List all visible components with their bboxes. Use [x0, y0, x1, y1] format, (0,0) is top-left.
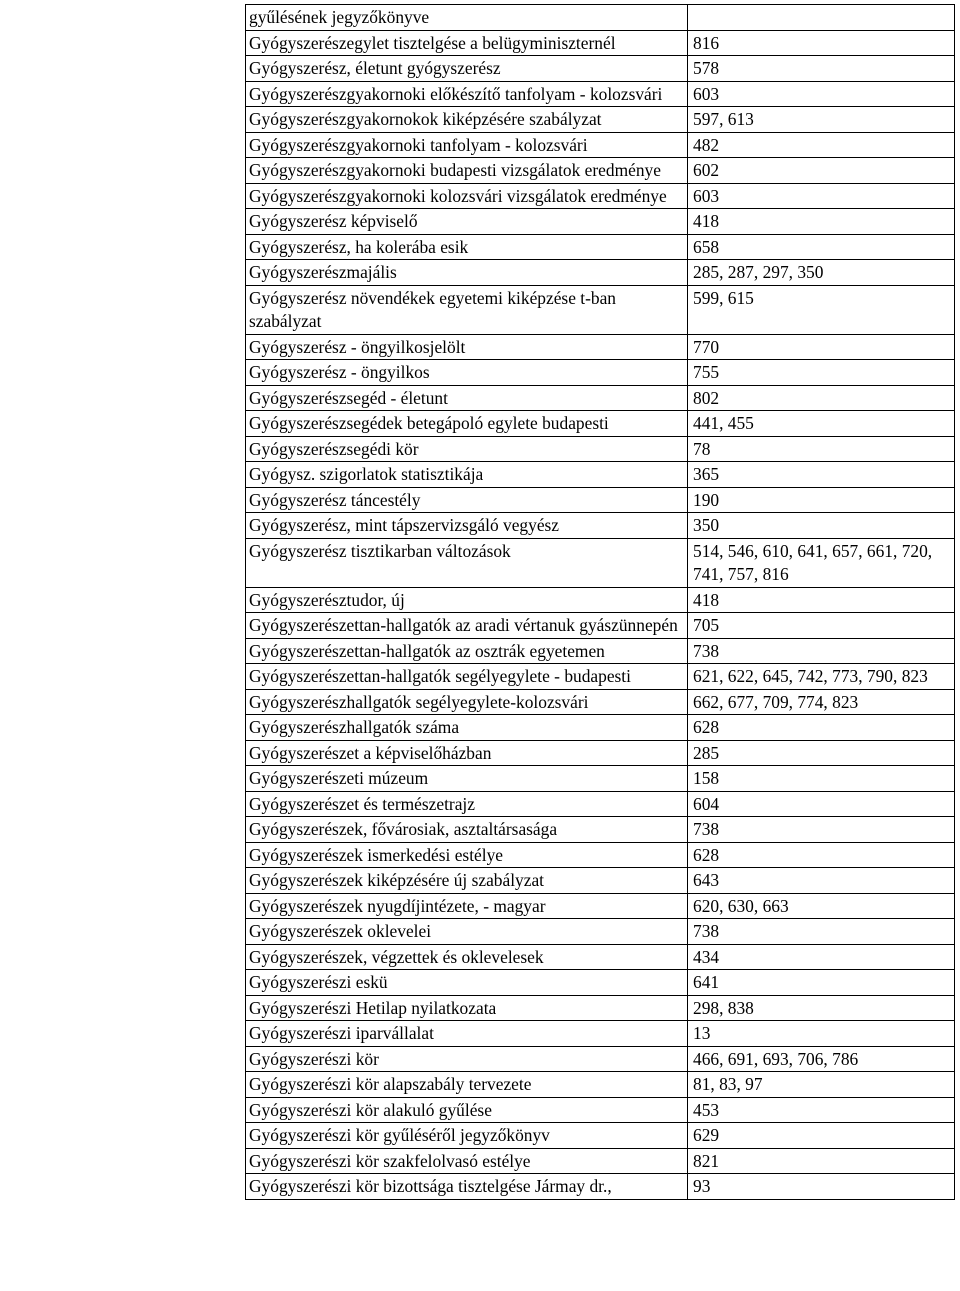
- index-term: Gyógyszerész táncestély: [246, 487, 688, 513]
- index-term: Gyógyszerészek, végzettek és oklevelesek: [246, 944, 688, 970]
- index-page-numbers: 621, 622, 645, 742, 773, 790, 823: [688, 664, 955, 690]
- table-row: [246, 260, 955, 286]
- table-row: [246, 1046, 955, 1072]
- table-row: [246, 715, 955, 741]
- index-page-numbers: 738: [688, 638, 955, 664]
- index-term: Gyógyszerészi kör gyűléséről jegyzőkönyv: [246, 1123, 688, 1149]
- table-row: [246, 1097, 955, 1123]
- index-page-numbers: 816: [688, 30, 955, 56]
- index-term: Gyógyszerészek kiképzésére új szabályzat: [246, 868, 688, 894]
- index-page-numbers: 81, 83, 97: [688, 1072, 955, 1098]
- index-term: Gyógyszerész - öngyilkos: [246, 360, 688, 386]
- index-page-numbers: 620, 630, 663: [688, 893, 955, 919]
- index-term: gyűlésének jegyzőkönyve: [246, 5, 688, 31]
- index-page-numbers: 738: [688, 817, 955, 843]
- index-term: Gyógyszerészgyakornoki tanfolyam - kolozsvári: [246, 132, 688, 158]
- table-row: [246, 5, 955, 31]
- table-row: [246, 613, 955, 639]
- index-page-numbers: 628: [688, 842, 955, 868]
- index-page-numbers: 599, 615: [688, 285, 955, 334]
- table-row: [246, 1123, 955, 1149]
- index-term: Gyógyszerészi kör alakuló gyűlése: [246, 1097, 688, 1123]
- table-row: [246, 462, 955, 488]
- index-term: Gyógyszerész tisztikarban változások: [246, 538, 688, 587]
- table-row: [246, 664, 955, 690]
- table-row: [246, 285, 955, 334]
- table-row: [246, 817, 955, 843]
- index-page-numbers: 441, 455: [688, 411, 955, 437]
- index-term: Gyógyszerész, ha kolerába esik: [246, 234, 688, 260]
- index-page-numbers: 285, 287, 297, 350: [688, 260, 955, 286]
- table-row: [246, 234, 955, 260]
- table-row: [246, 638, 955, 664]
- table-row: [246, 513, 955, 539]
- index-page-numbers: 466, 691, 693, 706, 786: [688, 1046, 955, 1072]
- index-page-numbers: 482: [688, 132, 955, 158]
- index-page-numbers: 821: [688, 1148, 955, 1174]
- table-row: [246, 944, 955, 970]
- index-page-numbers: 802: [688, 385, 955, 411]
- index-term: Gyógyszerész képviselő: [246, 209, 688, 235]
- table-row: [246, 411, 955, 437]
- index-term: Gyógyszerészettan-hallgatók az osztrák egyetemen: [246, 638, 688, 664]
- table-row: [246, 970, 955, 996]
- index-page-numbers: 78: [688, 436, 955, 462]
- table-row: [246, 209, 955, 235]
- index-page-numbers: 350: [688, 513, 955, 539]
- index-page-numbers: 629: [688, 1123, 955, 1149]
- index-term: Gyógyszerészi kör bizottsága tisztelgése Jármay dr.,: [246, 1174, 688, 1200]
- index-term: Gyógyszerészi eskü: [246, 970, 688, 996]
- index-page-numbers: 190: [688, 487, 955, 513]
- index-term: Gyógyszerésztudor, új: [246, 587, 688, 613]
- index-page-numbers: 453: [688, 1097, 955, 1123]
- index-term: Gyógyszerészi kör alapszabály tervezete: [246, 1072, 688, 1098]
- index-page-numbers: 365: [688, 462, 955, 488]
- index-page-numbers: 418: [688, 209, 955, 235]
- index-term: Gyógysz. szigorlatok statisztikája: [246, 462, 688, 488]
- table-row: [246, 1148, 955, 1174]
- index-page-numbers: 418: [688, 587, 955, 613]
- table-row: [246, 740, 955, 766]
- index-page-numbers: 658: [688, 234, 955, 260]
- index-term: Gyógyszerészettan-hallgatók az aradi vértanuk gyászünnepén: [246, 613, 688, 639]
- table-row: [246, 487, 955, 513]
- index-term: Gyógyszerészgyakornoki kolozsvári vizsgálatok eredménye: [246, 183, 688, 209]
- index-page-numbers: 93: [688, 1174, 955, 1200]
- index-page-numbers: 643: [688, 868, 955, 894]
- table-row: [246, 919, 955, 945]
- table-row: [246, 1021, 955, 1047]
- table-row: [246, 689, 955, 715]
- index-page-numbers: 641: [688, 970, 955, 996]
- table-row: [246, 587, 955, 613]
- index-page-numbers: 738: [688, 919, 955, 945]
- index-term: Gyógyszerészet és természetrajz: [246, 791, 688, 817]
- index-page-numbers: 13: [688, 1021, 955, 1047]
- index-term: Gyógyszerészet a képviselőházban: [246, 740, 688, 766]
- table-row: [246, 842, 955, 868]
- index-page-numbers: 285: [688, 740, 955, 766]
- index-term: Gyógyszerészek nyugdíjintézete, - magyar: [246, 893, 688, 919]
- index-page-numbers: 662, 677, 709, 774, 823: [688, 689, 955, 715]
- index-page-numbers: 578: [688, 56, 955, 82]
- index-page-numbers: 434: [688, 944, 955, 970]
- table-row: [246, 132, 955, 158]
- index-term: Gyógyszerészhallgatók segélyegylete-kolozsvári: [246, 689, 688, 715]
- index-page-numbers: 603: [688, 81, 955, 107]
- index-page-numbers: 514, 546, 610, 641, 657, 661, 720, 741, 757, 816: [688, 538, 955, 587]
- index-term: Gyógyszerészek oklevelei: [246, 919, 688, 945]
- index-page-numbers: 705: [688, 613, 955, 639]
- index-body: [246, 5, 955, 1200]
- table-row: [246, 360, 955, 386]
- index-term: Gyógyszerészi kör szakfelolvasó estélye: [246, 1148, 688, 1174]
- table-row: [246, 791, 955, 817]
- index-page-numbers: [688, 5, 955, 31]
- index-page-numbers: 602: [688, 158, 955, 184]
- index-term: Gyógyszerészsegédek betegápoló egylete budapesti: [246, 411, 688, 437]
- index-term: Gyógyszerészi Hetilap nyilatkozata: [246, 995, 688, 1021]
- table-row: [246, 538, 955, 587]
- index-term: Gyógyszerészi kör: [246, 1046, 688, 1072]
- table-row: [246, 158, 955, 184]
- index-page-numbers: 755: [688, 360, 955, 386]
- table-row: [246, 1174, 955, 1200]
- table-row: [246, 81, 955, 107]
- index-term: Gyógyszerész, mint tápszervizsgáló vegyész: [246, 513, 688, 539]
- table-row: [246, 995, 955, 1021]
- index-term: Gyógyszerészhallgatók száma: [246, 715, 688, 741]
- table-row: [246, 436, 955, 462]
- table-row: [246, 183, 955, 209]
- index-page-numbers: 597, 613: [688, 107, 955, 133]
- index-term: Gyógyszerész - öngyilkosjelölt: [246, 334, 688, 360]
- index-term: Gyógyszerészek, fővárosiak, asztaltársasága: [246, 817, 688, 843]
- index-term: Gyógyszerészgyakornokok kiképzésére szabályzat: [246, 107, 688, 133]
- index-page-numbers: 770: [688, 334, 955, 360]
- index-term: Gyógyszerész növendékek egyetemi kiképzése t-ban szabályzat: [246, 285, 688, 334]
- index-page-numbers: 158: [688, 766, 955, 792]
- table-row: [246, 893, 955, 919]
- index-page-numbers: 628: [688, 715, 955, 741]
- index-term: Gyógyszerész, életunt gyógyszerész: [246, 56, 688, 82]
- table-row: [246, 385, 955, 411]
- index-term: Gyógyszerészek ismerkedési estélye: [246, 842, 688, 868]
- table-row: [246, 868, 955, 894]
- index-term: Gyógyszerészgyakornoki budapesti vizsgálatok eredménye: [246, 158, 688, 184]
- index-term: Gyógyszerészegylet tisztelgése a belügyminiszternél: [246, 30, 688, 56]
- index-term: Gyógyszerészsegédi kör: [246, 436, 688, 462]
- index-term: Gyógyszerészeti múzeum: [246, 766, 688, 792]
- index-term: Gyógyszerészmajális: [246, 260, 688, 286]
- table-row: [246, 56, 955, 82]
- table-row: [246, 107, 955, 133]
- index-term: Gyógyszerészi iparvállalat: [246, 1021, 688, 1047]
- table-row: [246, 766, 955, 792]
- index-table: [245, 4, 955, 1200]
- index-term: Gyógyszerészgyakornoki előkészítő tanfolyam - kolozsvári: [246, 81, 688, 107]
- index-page-numbers: 298, 838: [688, 995, 955, 1021]
- index-term: Gyógyszerészsegéd - életunt: [246, 385, 688, 411]
- index-page-numbers: 603: [688, 183, 955, 209]
- index-page-numbers: 604: [688, 791, 955, 817]
- table-row: [246, 1072, 955, 1098]
- table-row: [246, 334, 955, 360]
- table-row: [246, 30, 955, 56]
- index-term: Gyógyszerészettan-hallgatók segélyegylete - budapesti: [246, 664, 688, 690]
